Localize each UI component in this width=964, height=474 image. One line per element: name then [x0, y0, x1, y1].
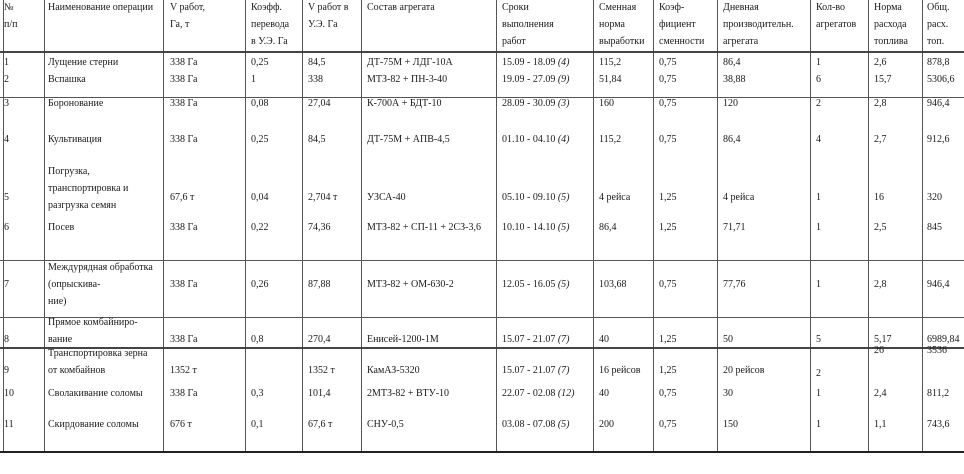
cell-unit: 2МТЗ-82 + ВТУ-10 — [367, 388, 450, 399]
cell-k: 0,25 — [251, 134, 269, 145]
cell-vue: 84,5 — [308, 57, 326, 68]
header-label: Норма — [874, 2, 902, 13]
duration-days: (4) — [557, 57, 570, 68]
cell-k: 0,1 — [251, 419, 264, 430]
header-label: топ. — [927, 36, 945, 47]
cell-ks: 1,25 — [659, 365, 677, 376]
cell-cnt: 2 — [816, 98, 821, 109]
row-number: 8 — [4, 334, 9, 345]
cell-fuel: 26 — [874, 345, 884, 356]
operation-name: ние) — [48, 296, 67, 307]
row-number: 10 — [4, 388, 14, 399]
column-divider — [496, 0, 497, 451]
column-divider — [44, 0, 45, 451]
cell-vue: 270,4 — [308, 334, 331, 345]
cell-fuel: 2,5 — [874, 222, 887, 233]
cell-day: 20 рейсов — [723, 365, 765, 376]
cell-norm: 16 рейсов — [599, 365, 641, 376]
cell-total: 5306,6 — [927, 74, 955, 85]
header-cell — [308, 0, 349, 33]
duration-days: (3) — [557, 98, 570, 109]
cell-date: 19.09 - 27.09 (9) — [502, 74, 570, 85]
cell-vue: 101,4 — [308, 388, 331, 399]
cell-unit: МТЗ-82 + СП-11 + 2СЗ-3,6 — [367, 222, 481, 233]
header-label: перевода — [251, 19, 290, 30]
cell-vue: 74,36 — [308, 222, 331, 233]
cell-cnt: 1 — [816, 222, 821, 233]
cell-total: 946,4 — [927, 98, 950, 109]
cell-total: 845 — [927, 222, 942, 233]
row-number: 3 — [4, 98, 9, 109]
header-label: V работ, — [170, 2, 206, 13]
cell-cnt: 1 — [816, 191, 821, 203]
cell-day: 4 рейса — [723, 191, 755, 203]
cell-unit: ДТ-75М + ЛДГ-10А — [367, 57, 453, 68]
cell-vue: 1352 т — [308, 365, 335, 376]
operation-name: от комбайнов — [48, 365, 106, 376]
header-label: Состав агрегата — [367, 2, 435, 13]
cell-fuel: 2,4 — [874, 388, 887, 399]
header-label: Коэфф. — [251, 2, 282, 13]
cell-total: 811,2 — [927, 388, 950, 399]
row-divider — [0, 51, 964, 53]
operation-name: вание — [48, 334, 73, 345]
header-label: № — [4, 2, 14, 13]
row-number: 5 — [4, 191, 9, 203]
cell-k: 0,26 — [251, 279, 269, 290]
cell-norm: 86,4 — [599, 222, 617, 233]
header-label: п/п — [4, 19, 18, 30]
header-label: выработки — [599, 36, 645, 47]
header-cell — [251, 0, 289, 50]
cell-cnt: 5 — [816, 334, 821, 345]
cell-norm: 103,68 — [599, 279, 627, 290]
column-divider — [302, 0, 303, 451]
header-cell — [48, 0, 153, 16]
operation-name: Погрузка, — [48, 166, 90, 177]
header-label: сменности — [659, 36, 705, 47]
cell-date: 03.08 - 07.08 (5) — [502, 419, 570, 430]
cell-date: 28.09 - 30.09 (3) — [502, 98, 570, 109]
cell-vol: 338 Га — [170, 388, 198, 399]
cell-day: 86,4 — [723, 134, 741, 145]
cell-ks: 0,75 — [659, 279, 677, 290]
header-label: Сменная — [599, 2, 637, 13]
duration-days: (4) — [557, 134, 570, 145]
cell-norm: 160 — [599, 98, 614, 109]
operation-name: транспортировка и — [48, 183, 129, 194]
cell-total: 912,6 — [927, 134, 950, 145]
cell-day: 150 — [723, 419, 738, 430]
operation-name: Сволакивание соломы — [48, 388, 143, 399]
header-cell — [927, 0, 950, 50]
header-label: в У.Э. Га — [251, 36, 288, 47]
cell-fuel: 15,7 — [874, 74, 892, 85]
cell-k: 0,08 — [251, 98, 269, 109]
header-cell — [170, 0, 205, 33]
operation-name: (опрыскива- — [48, 279, 101, 290]
cell-fuel: 2,7 — [874, 134, 887, 145]
duration-days: (5) — [557, 279, 570, 290]
header-label: Га, т — [170, 19, 190, 30]
cell-vol: 338 Га — [170, 334, 198, 345]
row-divider — [0, 451, 964, 453]
cell-unit: МТЗ-82 + ПН-3-40 — [367, 74, 448, 85]
cell-ks: 1,25 — [659, 191, 677, 203]
operation-name: Лущение стерни — [48, 57, 119, 68]
cell-unit: МТЗ-82 + ОМ-630-2 — [367, 279, 454, 290]
cell-date: 22.07 - 02.08 (12) — [502, 388, 575, 399]
cell-norm: 51,84 — [599, 74, 622, 85]
header-label: расх. — [927, 19, 949, 30]
cell-ks: 0,75 — [659, 74, 677, 85]
cell-vue: 2,704 т — [308, 191, 338, 203]
operation-name: Культивация — [48, 134, 102, 145]
cell-vol: 67,6 т — [170, 191, 195, 203]
cell-vol: 338 Га — [170, 222, 198, 233]
cell-k: 0,3 — [251, 388, 264, 399]
column-divider — [922, 0, 923, 451]
cell-total: 6989,84 — [927, 334, 960, 345]
header-label: агрегата — [723, 36, 759, 47]
column-divider — [717, 0, 718, 451]
operation-name: Скирдование соломы — [48, 419, 139, 430]
cell-norm: 115,2 — [599, 57, 622, 68]
cell-cnt: 6 — [816, 74, 821, 85]
row-number: 2 — [4, 74, 9, 85]
cell-fuel: 2,8 — [874, 279, 887, 290]
cell-ks: 1,25 — [659, 222, 677, 233]
header-label: Дневная — [723, 2, 759, 13]
cell-k: 1 — [251, 74, 256, 85]
header-cell — [874, 0, 908, 50]
operation-name: Прямое комбайниро- — [48, 317, 138, 328]
cell-ks: 0,75 — [659, 134, 677, 145]
row-number: 1 — [4, 57, 9, 68]
cell-cnt: 2 — [816, 368, 821, 379]
row-number: 9 — [4, 365, 9, 376]
header-label: Общ. — [927, 2, 950, 13]
cell-vol: 338 Га — [170, 134, 198, 145]
cell-fuel: 1,1 — [874, 419, 887, 430]
cell-date: 15.09 - 18.09 (4) — [502, 57, 570, 68]
cell-vol: 338 Га — [170, 98, 198, 109]
cell-vue: 338 — [308, 74, 323, 85]
cell-day: 50 — [723, 334, 733, 345]
cell-vol: 338 Га — [170, 74, 198, 85]
header-cell — [816, 0, 856, 33]
cell-unit: ДТ-75М + АПВ-4,5 — [367, 134, 450, 145]
row-number: 4 — [4, 134, 9, 145]
cell-norm: 4 рейса — [599, 191, 631, 203]
operation-name: Междурядная обработка — [48, 262, 153, 273]
row-number: 6 — [4, 222, 9, 233]
header-cell — [502, 0, 554, 50]
operation-name: Боронование — [48, 98, 104, 109]
cell-fuel: 2,8 — [874, 98, 887, 109]
column-divider — [593, 0, 594, 451]
cell-vue: 27,04 — [308, 98, 331, 109]
column-divider — [361, 0, 362, 451]
cell-day: 38,88 — [723, 74, 746, 85]
cell-unit: К-700А + БДТ-10 — [367, 98, 442, 109]
cell-norm: 40 — [599, 334, 609, 345]
cell-total: 3536 — [927, 345, 947, 356]
column-divider — [868, 0, 869, 451]
cell-day: 77,76 — [723, 279, 746, 290]
cell-vue: 67,6 т — [308, 419, 333, 430]
header-label: V работ в — [308, 2, 349, 13]
cell-cnt: 1 — [816, 279, 821, 290]
cell-unit: КамАЗ-5320 — [367, 365, 420, 376]
cell-day: 120 — [723, 98, 738, 109]
header-label: топлива — [874, 36, 908, 47]
header-cell — [723, 0, 794, 50]
cell-date: 01.10 - 04.10 (4) — [502, 134, 570, 145]
header-label: норма — [599, 19, 625, 30]
operation-name: Транспортировка зерна — [48, 348, 148, 359]
row-number: 7 — [4, 279, 9, 290]
cell-fuel: 5,17 — [874, 334, 892, 345]
operation-name: Посев — [48, 222, 75, 233]
header-cell — [599, 0, 644, 50]
cell-day: 86,4 — [723, 57, 741, 68]
cell-fuel: 2,6 — [874, 57, 887, 68]
header-label: работ — [502, 36, 526, 47]
header-label: Сроки — [502, 2, 529, 13]
header-label: Наименование операции — [48, 2, 154, 13]
cell-vol: 1352 т — [170, 365, 197, 376]
duration-days: (9) — [557, 74, 570, 85]
column-divider — [810, 0, 811, 451]
cell-k: 0,25 — [251, 57, 269, 68]
cell-date: 15.07 - 21.07 (7) — [502, 334, 570, 345]
cell-norm: 40 — [599, 388, 609, 399]
cell-vol: 676 т — [170, 419, 192, 430]
header-cell — [659, 0, 704, 50]
cell-norm: 200 — [599, 419, 614, 430]
duration-days: (7) — [557, 365, 570, 376]
header-label: выполнения — [502, 19, 554, 30]
cell-day: 30 — [723, 388, 733, 399]
cell-vol: 338 Га — [170, 57, 198, 68]
header-cell — [367, 0, 435, 16]
cell-date: 12.05 - 16.05 (5) — [502, 279, 570, 290]
cell-unit: СНУ-0,5 — [367, 419, 404, 430]
cell-k: 0,8 — [251, 334, 264, 345]
cell-total: 743,6 — [927, 419, 950, 430]
duration-days: (12) — [557, 388, 575, 399]
cell-total: 320 — [927, 191, 942, 203]
operation-name: разгрузка семян — [48, 200, 117, 211]
duration-days: (5) — [557, 419, 570, 430]
column-divider — [163, 0, 164, 451]
cell-k: 0,22 — [251, 222, 269, 233]
cell-date: 15.07 - 21.07 (7) — [502, 365, 570, 376]
cell-date: 05.10 - 09.10 (5) — [502, 191, 570, 203]
cell-day: 71,71 — [723, 222, 746, 233]
cell-unit: УЗСА-40 — [367, 191, 406, 203]
cell-vue: 84,5 — [308, 134, 326, 145]
cell-ks: 1,25 — [659, 334, 677, 345]
cell-unit: Енисей-1200-1М — [367, 334, 439, 345]
duration-days: (5) — [557, 222, 570, 233]
cell-vue: 87,88 — [308, 279, 331, 290]
header-label: расхода — [874, 19, 907, 30]
cell-vol: 338 Га — [170, 279, 198, 290]
cell-date: 10.10 - 14.10 (5) — [502, 222, 570, 233]
cell-cnt: 1 — [816, 419, 821, 430]
cell-ks: 0,75 — [659, 98, 677, 109]
cell-norm: 115,2 — [599, 134, 622, 145]
cell-cnt: 1 — [816, 388, 821, 399]
cell-fuel: 16 — [874, 191, 884, 203]
cell-cnt: 1 — [816, 57, 821, 68]
header-label: Коэф- — [659, 2, 685, 13]
duration-days: (7) — [557, 334, 570, 345]
row-number: 11 — [4, 419, 14, 430]
header-label: Кол-во — [816, 2, 846, 13]
column-divider — [653, 0, 654, 451]
cell-ks: 0,75 — [659, 388, 677, 399]
row-divider — [0, 317, 964, 318]
cell-total: 946,4 — [927, 279, 950, 290]
cell-ks: 0,75 — [659, 57, 677, 68]
cell-k: 0,04 — [251, 191, 269, 203]
header-label: фициент — [659, 19, 696, 30]
cell-ks: 0,75 — [659, 419, 677, 430]
header-label: У.Э. Га — [308, 19, 338, 30]
header-label: агрегатов — [816, 19, 857, 30]
header-label: производительн. — [723, 19, 794, 30]
duration-days: (5) — [557, 191, 570, 203]
column-divider — [245, 0, 246, 451]
cell-cnt: 4 — [816, 134, 821, 145]
operation-name: Вспашка — [48, 74, 86, 85]
header-cell — [4, 0, 17, 33]
cell-total: 878,8 — [927, 57, 950, 68]
